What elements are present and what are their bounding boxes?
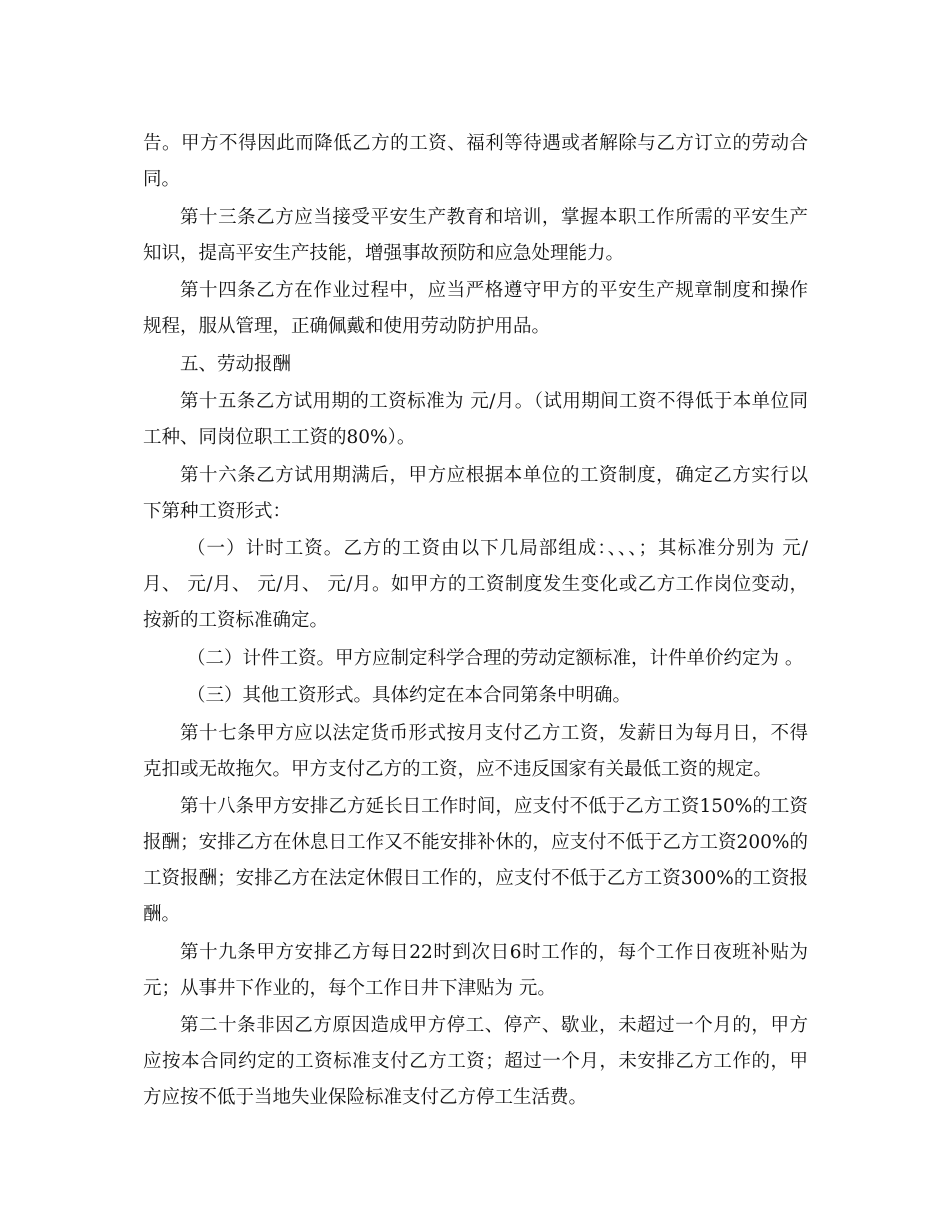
paragraph-article-17: 第十七条甲方应以法定货币形式按月支付乙方工资，发薪日为每月日，不得克扣或无故拖欠。甲方支付乙方的工资，应不违反国家有关最低工资的规定。 bbox=[143, 722, 808, 780]
paragraph-article-18: 第十八条甲方安排乙方延长日工作时间，应支付不低于乙方工资150%的工资报酬；安排乙方在休息日工作又不能安排补休的，应支付不低于乙方工资200%的工资报酬；安排乙方在法定休假日工作的，应支付不低于乙方工资300%的工资报酬。 bbox=[143, 796, 808, 925]
paragraph-article-15: 第十五条乙方试用期的工资标准为 元/月。（试用期间工资不得低于本单位同工种、同岗位职工工资的80%）。 bbox=[143, 391, 808, 448]
paragraph-article-13: 第十三条乙方应当接受平安生产教育和培训，掌握本职工作所需的平安生产知识，提高平安生产技能，增强事故预防和应急处理能力。 bbox=[143, 206, 808, 264]
paragraph-item-hourly-wage: （一）计时工资。乙方的工资由以下几局部组成：、、、；其标准分别为 元/月、 元/月、 元/月、 元/月。如甲方的工资制度发生变化或乙方工作岗位变动，按新的工资标准确定。 bbox=[143, 538, 808, 631]
paragraph-article-20: 第二十条非因乙方原因造成甲方停工、停产、歇业，未超过一个月的，甲方应按本合同约定的工资标准支付乙方工资；超过一个月，未安排乙方工作的，甲方应按不低于当地失业保险标准支付乙方停工生活费。 bbox=[143, 1015, 808, 1108]
paragraph-article-19: 第十九条甲方安排乙方每日22时到次日6时工作的，每个工作日夜班补贴为 元；从事井下作业的，每个工作日井下津贴为 元。 bbox=[143, 941, 808, 999]
paragraph-continuation: 告。甲方不得因此而降低乙方的工资、福利等待遇或者解除与乙方订立的劳动合同。 bbox=[143, 133, 808, 190]
paragraph-item-other-wage: （三）其他工资形式。具体约定在本合同第条中明确。 bbox=[187, 685, 632, 706]
paragraph-item-piece-wage: （二）计件工资。甲方应制定科学合理的劳动定额标准，计件单价约定为 。 bbox=[187, 647, 804, 669]
paragraph-article-14: 第十四条乙方在作业过程中，应当严格遵守甲方的平安生产规章制度和操作规程，服从管理，正确佩戴和使用劳动防护用品。 bbox=[143, 280, 808, 337]
document-body bbox=[143, 126, 808, 1116]
paragraph-article-16: 第十六条乙方试用期满后，甲方应根据本单位的工资制度，确定乙方实行以下第种工资形式： bbox=[143, 464, 808, 522]
section-heading-remuneration: 五、劳动报酬 bbox=[180, 353, 292, 375]
